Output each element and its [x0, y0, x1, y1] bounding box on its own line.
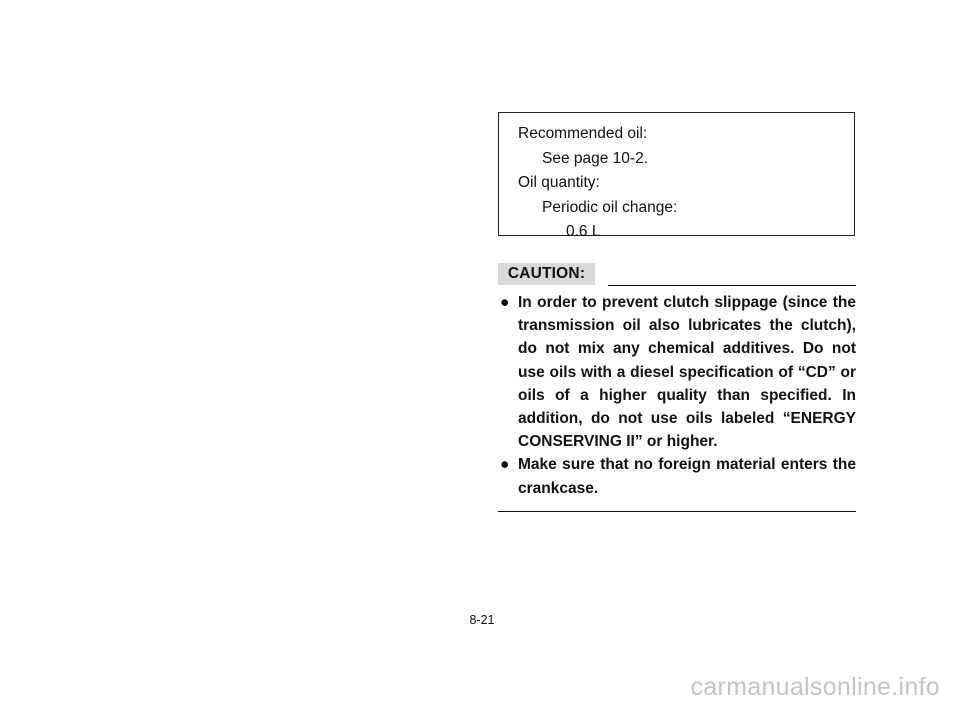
watermark: carmanualsonline.info [690, 673, 940, 701]
caution-item [498, 291, 856, 453]
page-number: 8-21 [469, 613, 495, 627]
caution-badge: CAUTION: [498, 263, 595, 285]
bullet-icon: ● [500, 294, 510, 311]
periodic-change-value: 0.6 L [566, 223, 601, 240]
caution-list [498, 291, 856, 500]
caution-item-text: In order to prevent clutch slippage (since the transmission oil also lubricates the clutch), do not mix any chemical additives. Do not use oils with a diesel specification of “CD” or oils of a higher quality than specified. In addition, do not use oils labeled “ENERGY CONSERVING II” or higher. [518, 294, 856, 451]
caution-bottom-rule [498, 511, 856, 512]
bullet-icon: ● [500, 456, 510, 474]
periodic-change-label: Periodic oil change: [542, 198, 678, 216]
caution-item [498, 453, 856, 499]
recommended-oil-label: Recommended oil: [518, 125, 648, 142]
caution-rule [608, 285, 856, 286]
recommended-oil-value: See page 10-2. [542, 149, 649, 167]
oil-quantity-label: Oil quantity: [518, 174, 600, 191]
caution-header [498, 263, 856, 287]
oil-spec-box [498, 112, 855, 240]
caution-item-text: Make sure that no foreign material enters the crankcase. [518, 456, 856, 497]
